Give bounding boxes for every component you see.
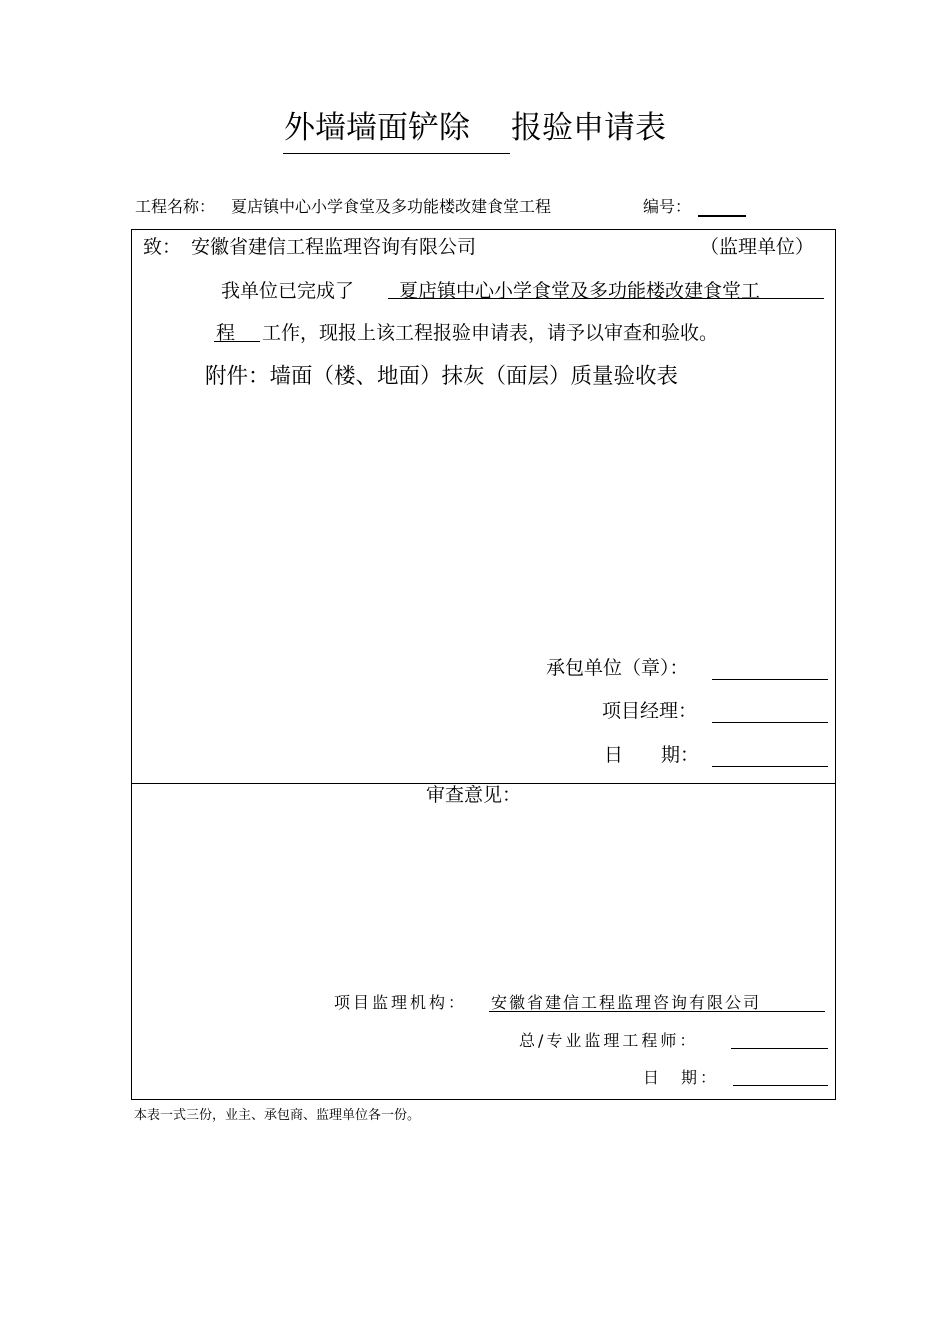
body-project-name-line1: 夏店镇中心小学食堂及多功能楼改建食堂工 [399, 280, 761, 302]
attachment-line: 附件：墙面（楼、地面）抹灰（面层）质量验收表 [205, 364, 679, 389]
supervision-org-label: 项目监理机构： [334, 993, 468, 1012]
addressee-name: 安徽省建信工程监理咨询有限公司 [191, 236, 477, 258]
contractor-date-field[interactable] [712, 766, 828, 767]
project-name-underline-1 [388, 298, 824, 299]
project-manager-field[interactable] [712, 722, 828, 723]
project-name-underline-2 [214, 341, 260, 342]
body-project-name-line2: 程 [216, 322, 236, 344]
review-heading: 审查意见： [426, 784, 522, 806]
number-label: 编号： [643, 197, 692, 216]
body-lead: 我单位已完成了 [221, 280, 355, 302]
contractor-unit-label: 承包单位（章）： [546, 657, 689, 679]
review-date-label: 日 期： [643, 1068, 720, 1087]
contractor-date-label: 日 期： [604, 744, 700, 766]
project-manager-label: 项目经理： [602, 700, 698, 722]
supervising-engineer-label: 总/专业监理工程师： [519, 1031, 699, 1050]
project-name: 夏店镇中心小学食堂及多功能楼改建食堂工程 [231, 197, 552, 216]
contractor-unit-field[interactable] [712, 679, 828, 680]
supervision-org-underline [489, 1011, 825, 1012]
title-underline [283, 153, 510, 154]
form-title-work-item: 外墙墙面铲除 [284, 110, 470, 146]
addressee-prefix: 致： [143, 236, 182, 258]
review-date-field[interactable] [733, 1085, 828, 1086]
project-label: 工程名称： [135, 197, 216, 216]
form-title-name: 报验申请表 [511, 110, 666, 146]
number-field-line [698, 215, 746, 217]
supervising-engineer-field[interactable] [731, 1048, 828, 1049]
footer-note: 本表一式三份，业主、承包商、监理单位各一份。 [134, 1108, 421, 1123]
supervision-org-name: 安徽省建信工程监理咨询有限公司 [491, 993, 762, 1012]
body-text: 工作，现报上该工程报验申请表，请予以审查和验收。 [262, 322, 719, 344]
addressee-role: （监理单位） [700, 236, 815, 258]
